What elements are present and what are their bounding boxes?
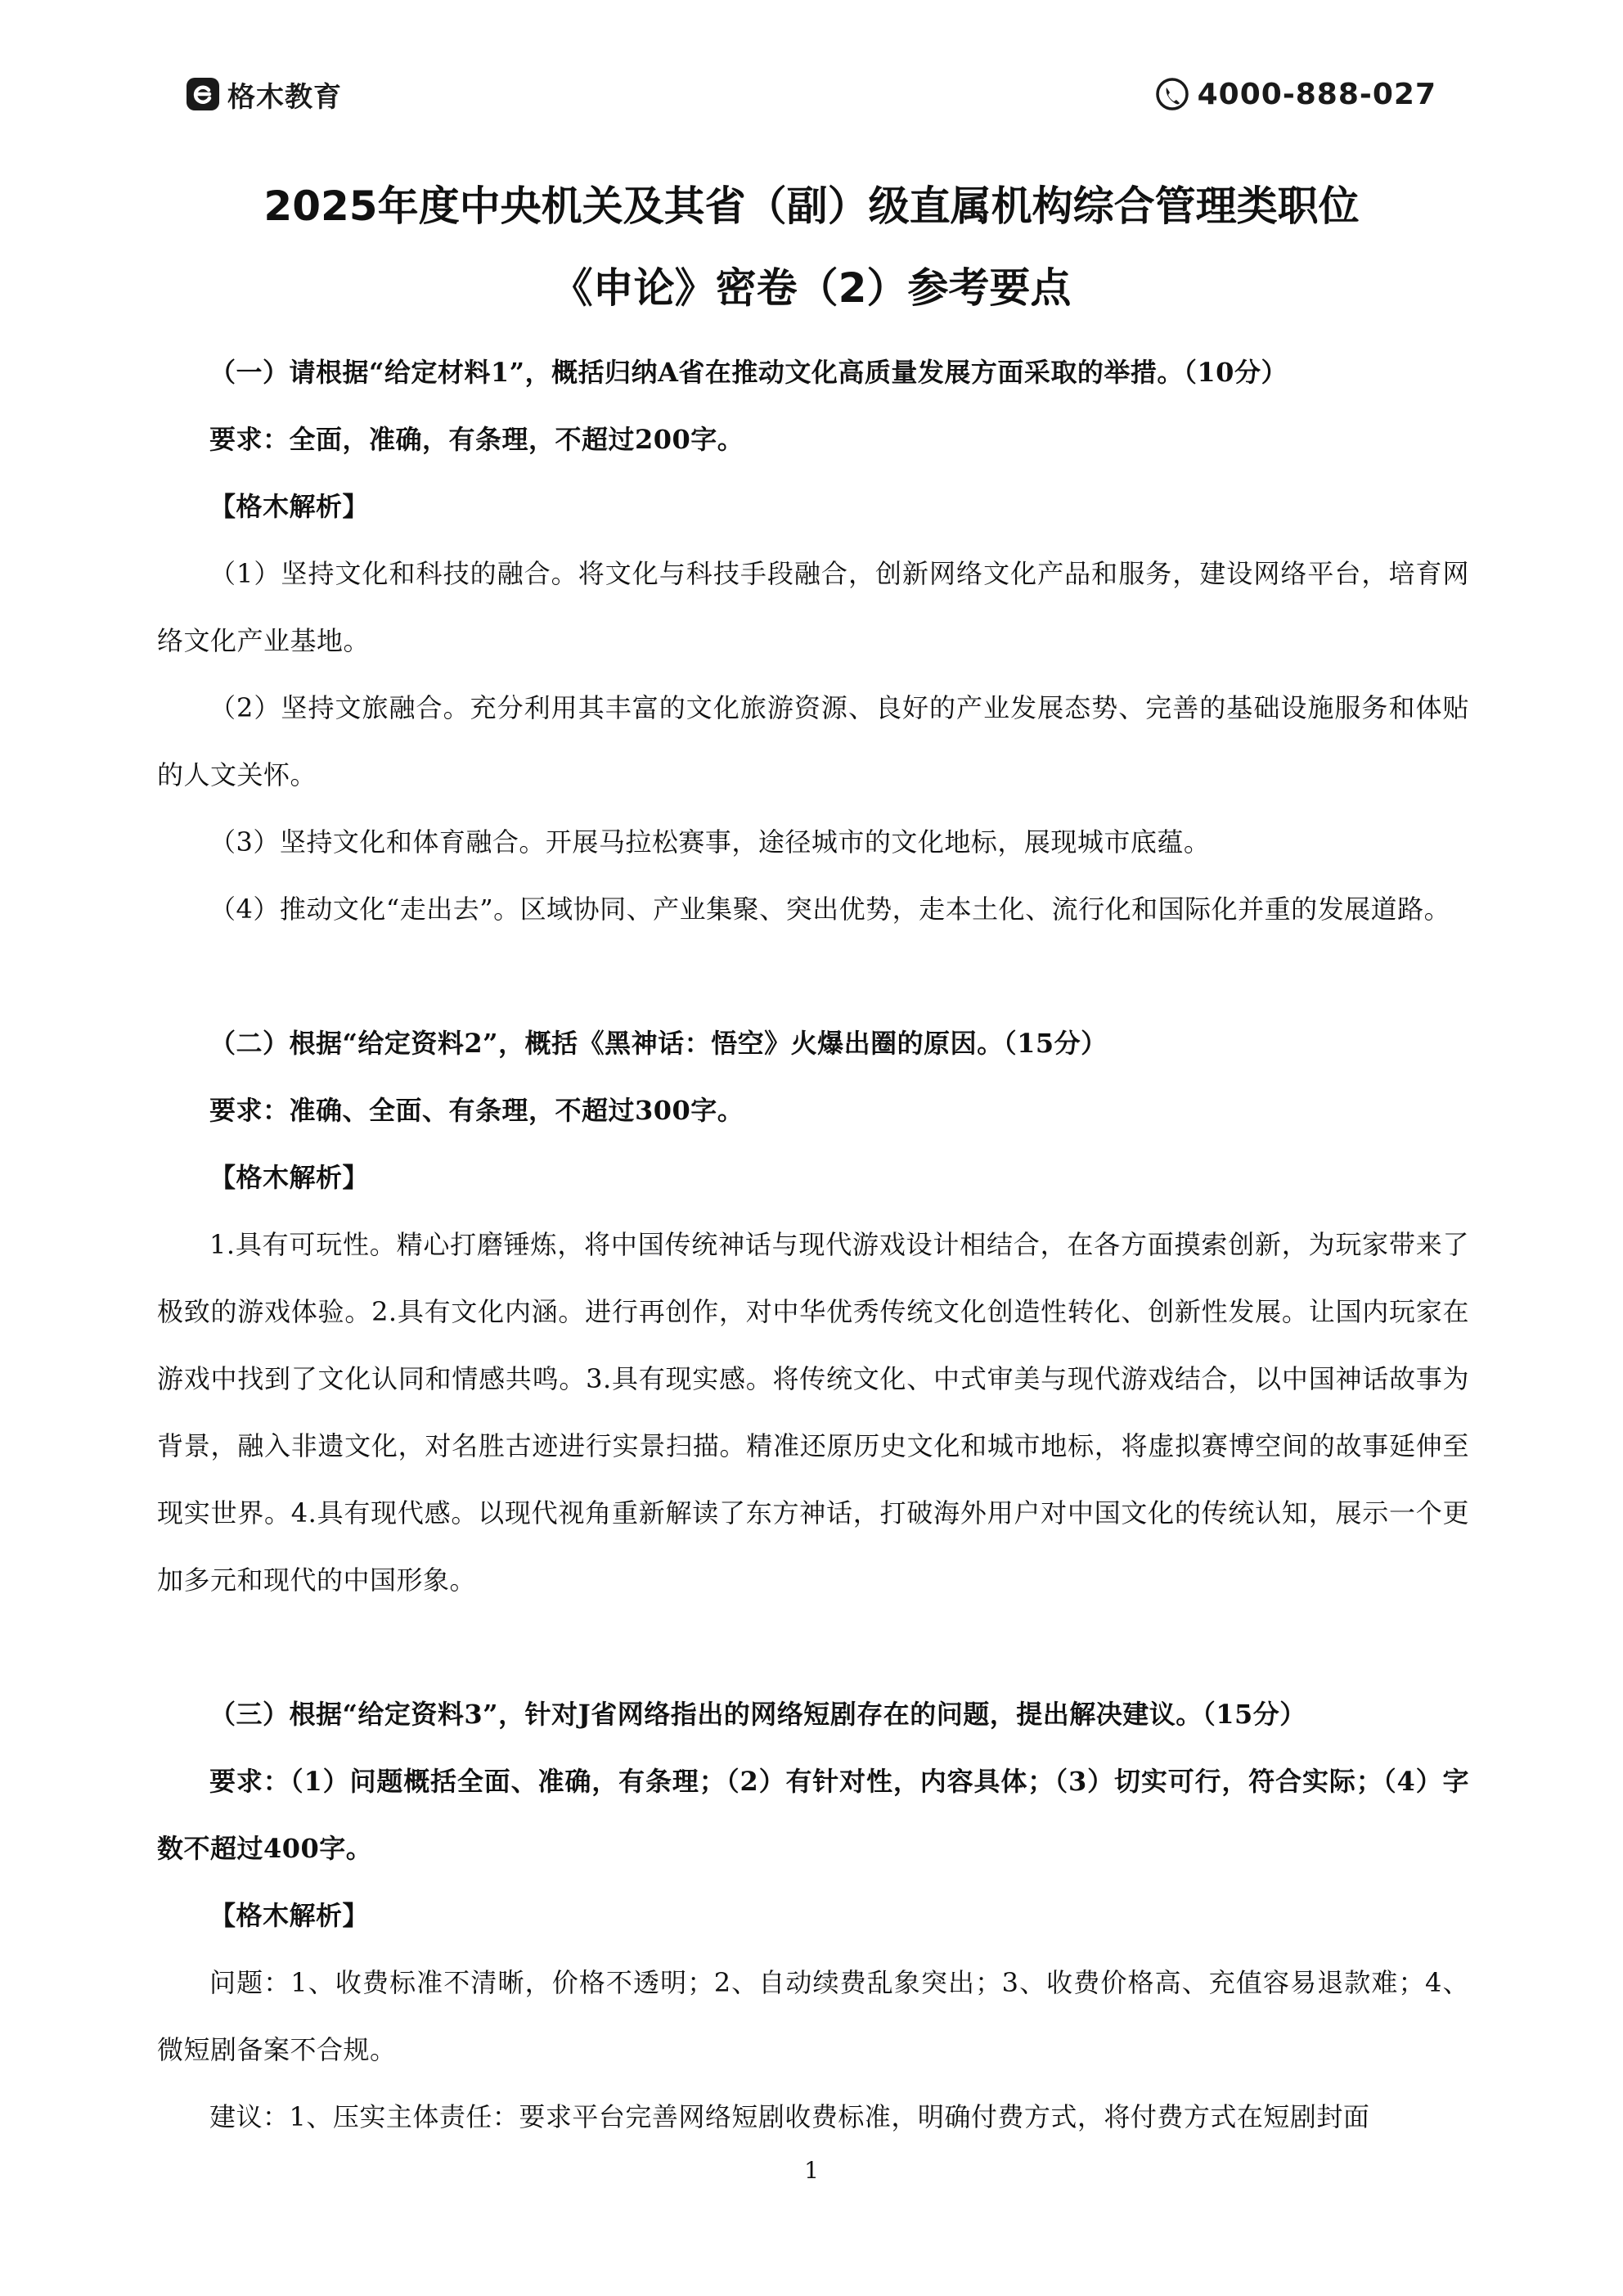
doc-title-line2: 《申论》密卷（2）参考要点 [551,264,1072,312]
answer-3-problems: 问题：1、收费标准不清晰，价格不透明；2、自动续费乱象突出；3、收费价格高、充值容易退款难；4、微短剧备案不合规。 [157,1967,1469,2065]
question-1: （一）请根据“给定材料1”，概括归纳A省在推动文化高质量发展方面采取的举措。（10分） [209,357,1288,388]
answer-3-suggestions: 建议：1、压实主体责任：要求平台完善网络短剧收费标准，明确付费方式，将付费方式在短剧封面 [209,2101,1370,2132]
doc-title-line1: 2025年度中央机关及其省（副）级直属机构综合管理类职位 [263,182,1360,230]
question-3: （三）根据“给定资料3”，针对J省网络指出的网络短剧存在的问题，提出解决建议。（15分） [209,1699,1306,1730]
requirement-3: 要求：（1）问题概括全面、准确，有条理；（2）有针对性，内容具体；（3）切实可行，符合实际；（4）字数不超过400字。 [157,1766,1469,1864]
phone-number: 4000-888-027 [1197,77,1436,111]
section-spacer [157,1614,1469,1681]
answer-1-point-3: （3）坚持文化和体育融合。开展马拉松赛事，途径城市的文化地标，展现城市底蕴。 [209,826,1211,858]
hotline [1155,77,1436,111]
analysis-label-1: 【格木解析】 [209,491,370,522]
answer-1-point-1: （1）坚持文化和科技的融合。将文化与科技手段融合，创新网络文化产品和服务，建设网络平台，培育网络文化产业基地。 [157,558,1469,656]
page-number: 1 [804,2157,819,2184]
logo-icon [187,78,219,110]
section-spacer [157,943,1469,1010]
phone-icon [1155,77,1189,111]
doc-body [157,339,1469,2150]
brand-name: 格木教育 [227,80,342,114]
brand-logo [187,74,342,115]
answer-1-point-2: （2）坚持文旅融合。充分利用其丰富的文化旅游资源、良好的产业发展态势、完善的基础设施服务和体贴的人文关怀。 [157,692,1469,790]
requirement-1: 要求：全面，准确，有条理，不超过200字。 [209,424,744,455]
answer-1-point-4: （4）推动文化“走出去”。区域协同、产业集聚、突出优势，走本土化、流行化和国际化并重的发展道路。 [209,894,1451,925]
analysis-label-2: 【格木解析】 [209,1162,370,1193]
answer-2-body: 1.具有可玩性。精心打磨锤炼，将中国传统神话与现代游戏设计相结合，在各方面摸索创新，为玩家带来了极致的游戏体验。2.具有文化内涵。进行再创作，对中华优秀传统文化创造性转化、创新性发展。让国内玩家在游戏中找到了文化认同和情感共鸣。3.具有现实感。将传统文化、中式审美与现代游戏结合，以中国神话故事为背景，融入非遗文化，对名胜古迹进行实景扫描。精准还原历史文化和城市地标，将虚拟赛博空间的故事延伸至现实世界。4.具有现代感。以现代视角重新解读了东方神话，打破海外用户对中国文化的传统认知，展示一个更加多元和现代的中国形象。 [157,1229,1469,1596]
question-2: （二）根据“给定资料2”，概括《黑神话：悟空》火爆出圈的原因。（15分） [209,1028,1108,1059]
requirement-2: 要求：准确、全面、有条理，不超过300字。 [209,1095,744,1126]
analysis-label-3: 【格木解析】 [209,1900,370,1931]
page-header [187,72,1436,116]
